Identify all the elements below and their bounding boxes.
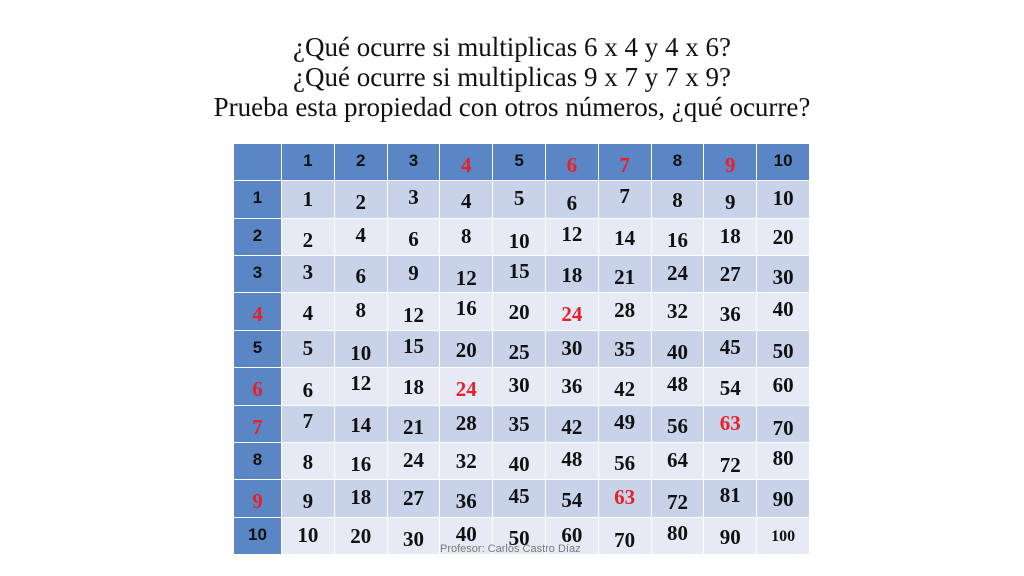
- row-header-cell: [234, 219, 282, 256]
- column-header-number: 8: [672, 151, 683, 170]
- product-value: 24: [666, 261, 688, 286]
- product-value: 18: [561, 263, 583, 288]
- product-value: 49: [614, 409, 636, 434]
- column-header-cell: [388, 144, 441, 181]
- product-value: 10: [508, 228, 530, 253]
- table-cell: [757, 443, 810, 480]
- row-header-cell: [234, 181, 282, 218]
- product-value: 30: [772, 265, 794, 290]
- footer-author: Profesor: Carlos Castro Díaz: [440, 543, 581, 555]
- table-cell: [493, 293, 546, 330]
- product-value: 9: [302, 489, 314, 514]
- table-cell: [546, 219, 599, 256]
- product-value: 20: [508, 300, 530, 325]
- table-cell: [599, 181, 652, 218]
- table-cell: [599, 406, 652, 443]
- product-value: 20: [350, 523, 372, 548]
- table-cell: [493, 368, 546, 405]
- table-cell: [599, 293, 652, 330]
- product-value: 6: [566, 191, 578, 216]
- table-cell: [282, 181, 335, 218]
- row-header-number: 7: [252, 414, 263, 439]
- product-value: 12: [402, 303, 424, 328]
- table-cell: [388, 293, 441, 330]
- product-value: 35: [508, 411, 530, 436]
- column-header-number: 10: [773, 151, 793, 170]
- product-value: 12: [561, 221, 583, 246]
- table-cell: [388, 331, 441, 368]
- column-header-cell: [546, 144, 599, 181]
- product-value: 24: [455, 377, 477, 402]
- column-header-cell: [440, 144, 493, 181]
- row-header-cell: [234, 368, 282, 405]
- product-value: 16: [455, 296, 477, 321]
- product-value: 72: [666, 490, 688, 515]
- table-cell: [599, 331, 652, 368]
- table-cell: [440, 181, 493, 218]
- row-header-number: 6: [252, 377, 263, 402]
- table-cell: [546, 293, 599, 330]
- table-cell: [704, 368, 757, 405]
- product-value: 8: [355, 298, 366, 323]
- column-header-cell: [704, 144, 757, 181]
- table-cell: [388, 181, 441, 218]
- table-cell: [546, 368, 599, 405]
- product-value: 9: [725, 190, 736, 215]
- table-cell: [599, 443, 652, 480]
- product-value: 20: [455, 337, 477, 362]
- table-cell: [440, 368, 493, 405]
- product-value: 2: [355, 190, 366, 215]
- product-value: 64: [666, 447, 688, 472]
- product-value: 27: [402, 486, 424, 511]
- product-value: 15: [508, 259, 530, 284]
- table-cell: [388, 256, 441, 293]
- table-cell: [757, 480, 810, 517]
- product-value: 90: [772, 487, 794, 512]
- table-cell: [652, 219, 705, 256]
- table-cell: [335, 181, 388, 218]
- row-header-number: 5: [252, 337, 263, 357]
- table-cell: [282, 256, 335, 293]
- product-value: 15: [402, 333, 424, 358]
- table-cell: [440, 443, 493, 480]
- table-cell: [757, 181, 810, 218]
- row-header-cell: [234, 293, 282, 330]
- product-value: 70: [614, 527, 636, 552]
- product-value: 90: [719, 524, 741, 549]
- slide-title: [0, 32, 1024, 122]
- column-header-cell: [493, 144, 546, 181]
- table-cell: [652, 256, 705, 293]
- product-value: 32: [666, 299, 688, 324]
- product-value: 5: [513, 186, 525, 211]
- product-value: 18: [350, 485, 372, 510]
- table-cell: [282, 293, 335, 330]
- table-cell: [335, 293, 388, 330]
- table-cell: [546, 256, 599, 293]
- table-cell: [652, 480, 705, 517]
- column-header-number: 3: [408, 151, 419, 170]
- table-cell: [599, 480, 652, 517]
- product-value: 24: [402, 447, 424, 472]
- table-cell: [493, 181, 546, 218]
- product-value: 80: [666, 520, 688, 545]
- product-value: 10: [297, 522, 319, 547]
- column-header-number: 9: [725, 153, 736, 177]
- product-value: 8: [672, 188, 683, 213]
- table-cell: [704, 219, 757, 256]
- table-cell: [440, 256, 493, 293]
- table-cell: [704, 256, 757, 293]
- product-value: 16: [350, 451, 372, 476]
- product-value: 16: [666, 227, 688, 252]
- table-cell: [440, 480, 493, 517]
- product-value: 36: [719, 302, 741, 327]
- product-value: 10: [350, 340, 372, 365]
- product-value: 3: [408, 185, 419, 210]
- table-cell: [599, 518, 652, 555]
- product-value: 63: [719, 410, 741, 435]
- multiplication-table: [234, 144, 810, 555]
- table-cell: [757, 406, 810, 443]
- column-header-number: 1: [303, 151, 313, 170]
- table-cell: [440, 219, 493, 256]
- product-value: 72: [719, 452, 741, 477]
- row-header-number: 10: [248, 524, 267, 544]
- product-value: 60: [772, 373, 794, 398]
- table-cell: [493, 443, 546, 480]
- product-value: 20: [772, 224, 794, 249]
- table-cell: [440, 406, 493, 443]
- product-value: 8: [461, 223, 472, 248]
- product-value: 12: [350, 371, 372, 396]
- column-header-number: 5: [514, 151, 524, 170]
- table-cell: [757, 219, 810, 256]
- column-header-cell: [757, 144, 810, 181]
- column-header-number: 7: [619, 153, 630, 177]
- table-cell: [282, 219, 335, 256]
- row-header-number: 3: [252, 263, 263, 283]
- product-value: 4: [461, 189, 472, 214]
- product-value: 56: [614, 450, 636, 475]
- product-value: 8: [302, 449, 314, 474]
- table-cell: [282, 331, 335, 368]
- table-cell: [546, 480, 599, 517]
- table-cell: [282, 480, 335, 517]
- table-cell: [757, 368, 810, 405]
- product-value: 10: [772, 186, 794, 211]
- row-header-cell: [234, 443, 282, 480]
- product-value: 100: [771, 527, 796, 545]
- table-cell: [282, 406, 335, 443]
- product-value: 48: [561, 446, 583, 471]
- product-value: 5: [302, 335, 314, 360]
- column-header-cell: [335, 144, 388, 181]
- table-cell: [388, 480, 441, 517]
- product-value: 24: [561, 302, 583, 327]
- product-value: 63: [614, 485, 636, 510]
- product-value: 7: [619, 184, 630, 209]
- product-value: 56: [666, 413, 688, 438]
- row-header-cell: [234, 518, 282, 555]
- product-value: 42: [614, 377, 636, 402]
- product-value: 50: [508, 525, 530, 550]
- title-line-3: Prueba esta propiedad con otros números, ¿qué ocurre?: [213, 92, 811, 122]
- table-cell: [493, 331, 546, 368]
- table-cell: [335, 406, 388, 443]
- row-header-cell: [234, 480, 282, 517]
- table-cell: [652, 181, 705, 218]
- table-cell: [335, 219, 388, 256]
- product-value: 6: [355, 264, 366, 289]
- table-cell: [335, 518, 388, 555]
- table-cell: [652, 518, 705, 555]
- product-value: 45: [508, 484, 530, 509]
- table-cell: [652, 443, 705, 480]
- product-value: 21: [402, 414, 424, 439]
- product-value: 4: [302, 301, 314, 326]
- title-line-1: ¿Qué ocurre si multiplicas 6 x 4 y 4 x 6?: [293, 32, 731, 62]
- product-value: 2: [302, 227, 314, 252]
- row-header-cell: [234, 406, 282, 443]
- table-cell: [652, 293, 705, 330]
- product-value: 36: [455, 489, 477, 514]
- product-value: 7: [302, 408, 314, 433]
- table-cell: [282, 518, 335, 555]
- table-cell: [388, 518, 441, 555]
- product-value: 12: [455, 266, 477, 291]
- row-header-cell: [234, 331, 282, 368]
- table-cell: [704, 443, 757, 480]
- table-cell: [599, 368, 652, 405]
- product-value: 18: [402, 375, 424, 400]
- table-cell: [282, 368, 335, 405]
- product-value: 40: [455, 521, 477, 546]
- table-cell: [440, 331, 493, 368]
- product-value: 30: [561, 335, 583, 360]
- row-header-number: 4: [252, 302, 263, 327]
- table-cell: [599, 219, 652, 256]
- table-cell: [335, 443, 388, 480]
- product-value: 28: [614, 298, 636, 323]
- table-cell: [493, 406, 546, 443]
- product-value: 4: [355, 222, 366, 247]
- table-cell: [757, 518, 810, 555]
- product-value: 32: [455, 448, 477, 473]
- table-cell: [757, 331, 810, 368]
- table-cell: [335, 480, 388, 517]
- product-value: 40: [666, 339, 688, 364]
- table-cell: [757, 256, 810, 293]
- table-cell: [546, 443, 599, 480]
- product-value: 50: [772, 338, 794, 363]
- table-cell: [704, 331, 757, 368]
- table-cell: [652, 331, 705, 368]
- table-corner-cell: [234, 144, 282, 181]
- product-value: 28: [455, 410, 477, 435]
- product-value: 1: [302, 187, 314, 212]
- table-cell: [546, 181, 599, 218]
- row-header-number: 2: [252, 225, 263, 245]
- product-value: 54: [719, 376, 741, 401]
- table-cell: [493, 256, 546, 293]
- table-cell: [599, 256, 652, 293]
- product-value: 70: [772, 415, 794, 440]
- table-cell: [652, 368, 705, 405]
- product-value: 9: [408, 261, 419, 286]
- row-header-cell: [234, 256, 282, 293]
- product-value: 40: [772, 297, 794, 322]
- table-cell: [652, 406, 705, 443]
- table-cell: [388, 443, 441, 480]
- product-value: 27: [719, 262, 741, 287]
- table-cell: [440, 293, 493, 330]
- product-value: 6: [408, 226, 419, 251]
- table-cell: [704, 293, 757, 330]
- table-cell: [546, 331, 599, 368]
- product-value: 80: [772, 445, 794, 470]
- product-value: 36: [561, 374, 583, 399]
- row-header-number: 1: [252, 188, 263, 208]
- table-cell: [704, 406, 757, 443]
- table-cell: [388, 219, 441, 256]
- table-cell: [335, 368, 388, 405]
- product-value: 48: [666, 372, 688, 397]
- column-header-cell: [282, 144, 335, 181]
- product-value: 30: [402, 526, 424, 551]
- table-cell: [388, 406, 441, 443]
- product-value: 42: [561, 414, 583, 439]
- product-value: 21: [614, 265, 636, 290]
- table-cell: [335, 256, 388, 293]
- table-cell: [704, 518, 757, 555]
- product-value: 14: [350, 412, 372, 437]
- row-header-number: 9: [252, 489, 263, 514]
- product-value: 81: [719, 483, 741, 508]
- table-cell: [335, 331, 388, 368]
- table-cell: [388, 368, 441, 405]
- table-cell: [704, 480, 757, 517]
- table-cell: [493, 480, 546, 517]
- product-value: 60: [561, 522, 583, 547]
- column-header-number: 6: [566, 153, 578, 177]
- product-value: 3: [302, 260, 314, 285]
- product-value: 30: [508, 373, 530, 398]
- product-value: 45: [719, 334, 741, 359]
- table-cell: [704, 181, 757, 218]
- product-value: 6: [302, 378, 314, 403]
- product-value: 14: [614, 225, 636, 250]
- product-value: 35: [614, 336, 636, 361]
- column-header-cell: [599, 144, 652, 181]
- product-value: 40: [508, 451, 530, 476]
- column-header-cell: [652, 144, 705, 181]
- column-header-number: 4: [461, 153, 472, 177]
- title-line-2: ¿Qué ocurre si multiplicas 9 x 7 y 7 x 9?: [293, 62, 731, 92]
- table-cell: [757, 293, 810, 330]
- product-value: 18: [719, 223, 741, 248]
- table-cell: [493, 219, 546, 256]
- column-header-number: 2: [355, 151, 366, 170]
- product-value: 25: [508, 339, 530, 364]
- product-value: 54: [561, 488, 583, 513]
- table-cell: [546, 406, 599, 443]
- table-cell: [282, 443, 335, 480]
- row-header-number: 8: [252, 449, 263, 469]
